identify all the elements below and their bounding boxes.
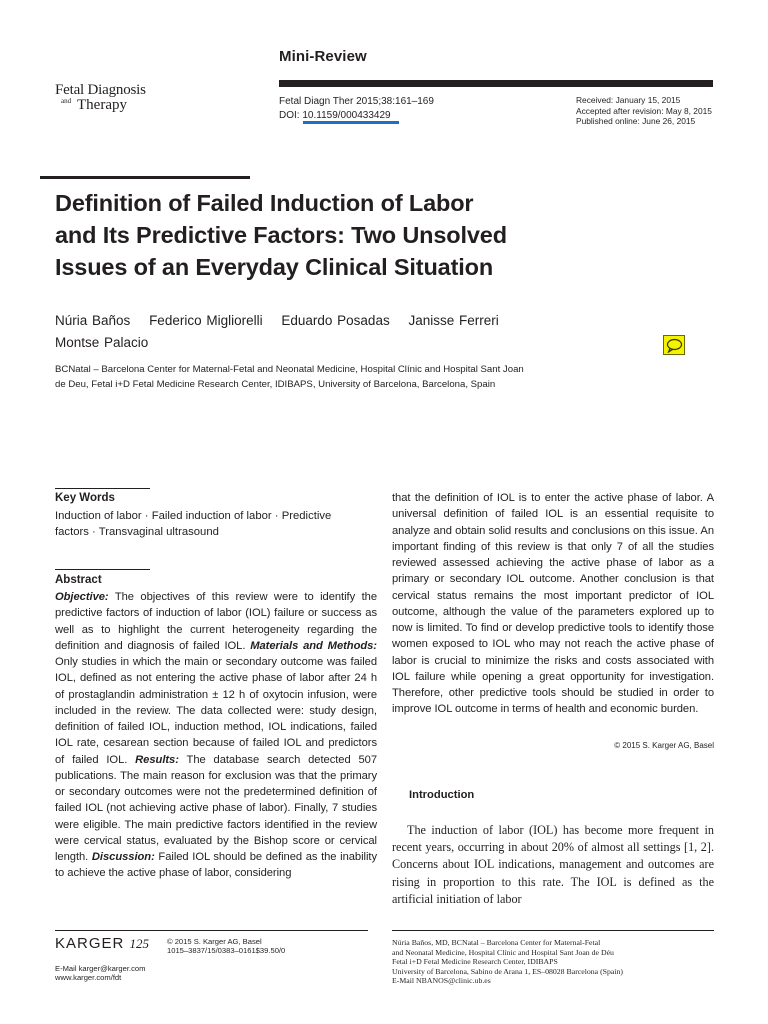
footer-copyright-line: 1015–3837/15/0383–0161$39.50/0 xyxy=(167,946,286,956)
doi-link[interactable]: 10.1159/000433429 xyxy=(302,110,391,121)
introduction-heading: Introduction xyxy=(409,789,475,801)
abstract-copyright: © 2015 S. Karger AG, Basel xyxy=(614,741,714,750)
title-line: Definition of Failed Induction of Labor xyxy=(55,190,474,216)
correspondence-line: University of Barcelona, Sabino de Arana 1, ES–08028 Barcelona (Spain) xyxy=(392,966,624,976)
journal-logo-line2 xyxy=(55,98,175,112)
date-published: Published online: June 26, 2015 xyxy=(576,116,696,127)
author: Janisse Ferreri xyxy=(408,313,499,328)
title-line: Issues of an Everyday Clinical Situation xyxy=(55,254,494,280)
correspondence-line: Fetal i+D Fetal Medicine Research Center, IDIBAPS xyxy=(392,957,558,967)
correspondence-line: and Neonatal Medicine, Hospital Clínic and Hospital Sant Joan de Déu xyxy=(392,947,614,957)
keywords-rule xyxy=(55,488,150,489)
footer-copyright xyxy=(167,937,285,956)
abstract-heading: Abstract xyxy=(55,574,102,586)
introduction-paragraph: The induction of labor (IOL) has become more frequent in recent years, occurring in about 20% of almost all settings [1, 2]. Concerns about IOL indications, management and outcomes are rising in proportion to this rate. The IOL is defined as the artificial initiation of labor xyxy=(392,823,714,906)
date-received: Received: January 15, 2015 xyxy=(576,95,681,105)
methods-label: Materials and Methods: xyxy=(250,639,377,652)
footer-rule-left xyxy=(55,930,368,931)
doi-link-underline xyxy=(303,121,399,124)
results-label: Results: xyxy=(135,753,179,766)
comment-icon-glyph xyxy=(666,338,683,353)
citation: Fetal Diagn Ther 2015;38:161–169 xyxy=(279,96,434,107)
correspondence-line: Núria Baños, MD, BCNatal – Barcelona Center for Maternal-Fetal xyxy=(392,938,601,947)
publisher-logo xyxy=(55,935,149,952)
affiliation-line: BCNatal – Barcelona Center for Maternal-Fetal and Neonatal Medicine, Hospital Clínic and Hospital Sant Joan xyxy=(55,364,524,375)
affiliation-line: de Deu, Fetal i+D Fetal Medicine Research Center, IDIBAPS, University of Barcelona, Barcelona, Spain xyxy=(55,379,496,390)
comment-icon[interactable] xyxy=(663,335,685,355)
section-label: Mini-Review xyxy=(279,48,367,65)
journal-logo-therapy: Therapy xyxy=(77,97,127,113)
header-rule xyxy=(279,80,713,87)
publisher-email[interactable]: E-Mail karger@karger.com xyxy=(55,964,146,973)
keywords-text: Induction of labor · Failed induction of labor · Predictive factors · Transvaginal ultrasound xyxy=(55,510,332,538)
results-text: The database search detected 507 publications. The main reason for exclusion was that the primary or secondary outcomes were not the predetermined definition of failed IOL (not achieving active phase of labor). Finally, 7 studies were eligible. The main predictive factors identified in the review were cervical status, evaluated by the Bishop score or cervical length. xyxy=(55,753,377,863)
discussion-label: Discussion: xyxy=(91,851,155,863)
author: Federico Migliorelli xyxy=(149,313,263,328)
objective-label: Objective: xyxy=(55,591,109,603)
correspondence xyxy=(392,938,714,986)
correspondence-email[interactable]: E-Mail NBANOS@clinic.ub.es xyxy=(392,976,491,986)
introduction-text xyxy=(392,822,714,908)
footer-copyright-line: © 2015 S. Karger AG, Basel xyxy=(167,937,262,946)
author-list xyxy=(55,310,615,354)
abstract-text xyxy=(55,589,377,882)
methods-text: Only studies in which the main or secondary outcome was failed IOL, defined as not entering the active phase of labor after 24 h of prostaglandin administration ± 12 h of oxytocin infusion, were included in the review. The data collected were: study design, definition of failed IOL, induction method, IOL indications, failed IOL rate, cesarean section because of failed IOL and predictors of failed IOL. xyxy=(55,656,377,766)
dates-block xyxy=(576,95,712,127)
journal-logo-amp: and xyxy=(61,97,72,105)
doi-label: DOI: xyxy=(279,110,303,121)
affiliation xyxy=(55,362,555,392)
title-line: and Its Predictive Factors: Two Unsolved xyxy=(55,222,507,248)
publisher-logo-text: KARGER xyxy=(55,935,125,952)
article-title xyxy=(55,187,655,283)
keywords-heading: Key Words xyxy=(55,492,115,504)
publisher-website[interactable]: www.karger.com/fdt xyxy=(55,973,122,983)
journal-logo xyxy=(55,82,175,112)
journal-logo-line1: Fetal Diagnosis xyxy=(55,82,146,98)
author: Núria Baños xyxy=(55,313,131,328)
publisher-logo-number: 125 xyxy=(129,936,150,951)
author: Montse Palacio xyxy=(55,335,149,350)
abstract-continuation: that the definition of IOL is to enter the active phase of labor. A universal definition of failed IOL is an essential requisite to analyze and obtain solid results and conclusions on this issue. An important finding of this review is that only 7 of all the studies reviewed assessed achieving the active phase of labor as a primary or secondary IOL outcome. Another conclusion is that cervical status remains the most important predictor of IOL outcome, although the value of the parameters explored up to now is limited. To find or develop predictive tools to identify those women exposed to IOL who may not reach the active phase of labor is crucial to minimize the risks and costs associated with IOL failure while opening a great opportunity for investigation. Therefore, other predictive tools should be studied in order to improve IOL outcome in terms of health and economic burden. xyxy=(392,492,714,716)
title-rule xyxy=(40,176,250,179)
abstract-rule xyxy=(55,569,150,570)
discussion-text: Failed IOL should be defined as the inability to achieve the active phase of labor, considering xyxy=(55,851,377,880)
date-accepted: Accepted after revision: May 8, 2015 xyxy=(576,105,712,116)
footer-rule-right xyxy=(392,930,714,931)
objective-text: The objectives of this review were to identify the predictive factors of induction of labor (IOL) failure or success as well as to highlight the current heterogeneity regarding the definition and diagnosis of failed IOL. xyxy=(55,591,377,652)
footer-contact xyxy=(55,964,145,983)
author: Eduardo Posadas xyxy=(281,313,390,328)
citation-block xyxy=(279,95,434,123)
